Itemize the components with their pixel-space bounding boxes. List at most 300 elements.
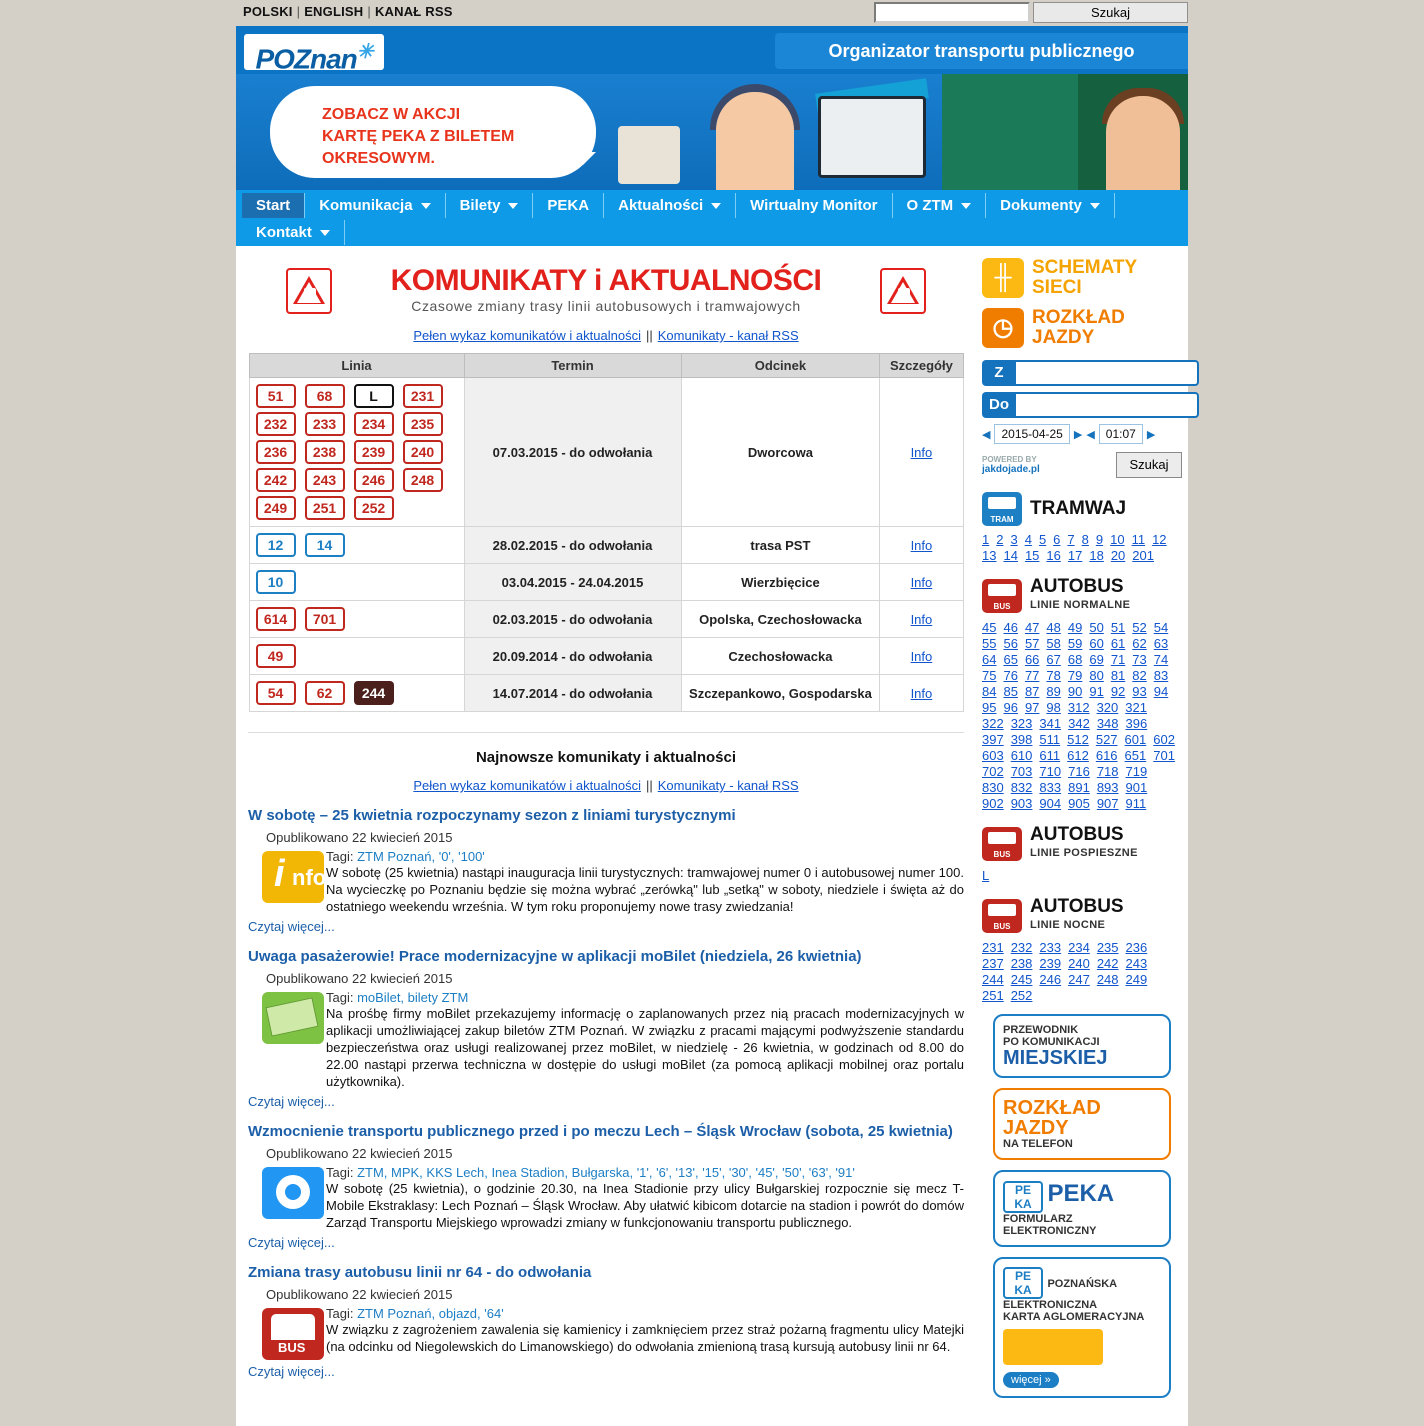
news-tags <box>326 1306 964 1321</box>
nav-item-start[interactable] <box>242 193 305 218</box>
line-badge[interactable]: 238 <box>305 440 345 464</box>
line-badge[interactable]: 14 <box>305 533 345 557</box>
line-number-link[interactable]: 48 <box>1046 620 1061 635</box>
promo4-cta-row <box>1003 1329 1161 1388</box>
line-number-link[interactable]: 2 <box>996 532 1004 547</box>
bus-window <box>988 832 1016 844</box>
date-value[interactable]: 2015-04-25 <box>994 424 1069 444</box>
line-number-link[interactable]: 52 <box>1132 620 1147 635</box>
link-rss-bottom[interactable]: Komunikaty - kanał RSS <box>657 778 799 793</box>
news-read-more[interactable]: Czytaj więcej... <box>248 1094 335 1109</box>
latest-heading: Najnowsze komunikaty i aktualności <box>248 732 964 766</box>
line-number-link[interactable]: 15 <box>1024 548 1040 563</box>
schematy-line2: SIECI <box>1032 277 1082 298</box>
line-badge[interactable]: 235 <box>403 412 443 436</box>
line-number-link[interactable]: 16 <box>1046 548 1061 563</box>
person2-figure <box>1106 96 1180 190</box>
table-row <box>249 638 963 675</box>
line-badge[interactable]: 251 <box>305 496 345 520</box>
search-input[interactable] <box>874 2 1030 23</box>
content-area <box>236 246 1188 1426</box>
news-title[interactable]: Zmiana trasy autobusu linii nr 64 - do odwołania <box>248 1264 592 1281</box>
bus-normal-line-list <box>982 620 1182 812</box>
line-number-link[interactable]: 612 <box>1067 748 1089 763</box>
line-badge[interactable]: 54 <box>256 681 296 705</box>
tram-title: TRAMWAJ <box>1030 498 1127 519</box>
line-number-link[interactable]: 651 <box>1124 748 1147 763</box>
table-row <box>249 601 963 638</box>
promo1-line1: PRZEWODNIK <box>1003 1024 1079 1036</box>
line-number-link[interactable]: 396 <box>1125 716 1148 731</box>
line-number-link[interactable]: 79 <box>1067 668 1083 683</box>
line-badge[interactable]: 242 <box>256 468 296 492</box>
line-number-link[interactable]: 511 <box>1039 732 1061 747</box>
provider-name: jakdojade.pl <box>982 464 1040 475</box>
line-badge[interactable]: 12 <box>256 533 296 557</box>
news-read-more[interactable]: Czytaj więcej... <box>248 1235 335 1250</box>
line-number-link[interactable]: 244 <box>982 972 1004 987</box>
line-number-link[interactable]: 234 <box>1068 940 1090 955</box>
line-badge[interactable]: L <box>354 384 394 408</box>
line-number-link[interactable]: 95 <box>982 700 997 715</box>
line-number-link[interactable]: 602 <box>1153 732 1175 747</box>
line-badge[interactable]: 249 <box>256 496 296 520</box>
line-number-link[interactable]: 74 <box>1153 652 1169 667</box>
line-number-link[interactable]: 238 <box>1010 956 1033 971</box>
to-input[interactable] <box>1016 392 1199 418</box>
line-number-link[interactable]: 68 <box>1067 652 1083 667</box>
line-number-link[interactable]: 610 <box>1010 748 1033 763</box>
time-prev-icon[interactable]: ◀ <box>1086 428 1095 441</box>
promo4-line1: POZNAŃSKA <box>1047 1278 1118 1290</box>
clock-glyph: ◷ <box>992 314 1014 341</box>
sidebar-item-schematy-sieci[interactable] <box>982 258 1182 298</box>
link-full-list-top[interactable]: Pełen wykaz komunikatów i aktualności <box>413 328 641 343</box>
info-link[interactable]: Info <box>910 611 933 627</box>
line-number-link[interactable]: 249 <box>1125 972 1148 987</box>
logo[interactable] <box>244 34 384 75</box>
promo-peka-formularz[interactable] <box>993 1170 1171 1247</box>
planner-submit-row <box>982 452 1182 478</box>
bus-fast-subtitle: LINIE POSPIESZNE <box>1030 847 1138 859</box>
line-number-link[interactable]: 891 <box>1068 780 1090 795</box>
clapperboard-icon <box>818 96 926 178</box>
line-number-link[interactable]: 616 <box>1095 748 1118 763</box>
line-number-link[interactable]: 321 <box>1125 700 1147 715</box>
news-tags-value[interactable]: ZTM, MPK, KKS Lech, Inea Stadion, Bułgarska, '1', '6', '13', '15', '30', '45', '50', '63', '91' <box>357 1165 855 1180</box>
nav-item-wirtualny-monitor[interactable] <box>736 193 892 218</box>
bus-fast-title <box>1030 826 1138 862</box>
line-number-link[interactable]: 49 <box>1067 620 1083 635</box>
info-link[interactable]: Info <box>910 648 933 664</box>
line-number-link[interactable]: 12 <box>1152 532 1167 547</box>
line-number-link[interactable]: 201 <box>1132 548 1154 563</box>
info-link[interactable]: Info <box>910 444 933 460</box>
planner-search-button[interactable]: Szukaj <box>1116 452 1182 478</box>
bus-night-section-header <box>982 898 1182 934</box>
network-glyph: ╫ <box>994 264 1012 291</box>
line-number-link[interactable]: 248 <box>1096 972 1119 987</box>
line-number-link[interactable]: 87 <box>1024 684 1040 699</box>
line-number-link[interactable]: 911 <box>1125 796 1147 811</box>
promo-banner[interactable] <box>236 74 1188 190</box>
news-item <box>248 1123 964 1250</box>
news-title[interactable]: W sobotę – 25 kwietnia rozpoczynamy sezon z liniami turystycznymi <box>248 807 736 824</box>
time-value[interactable]: 01:07 <box>1099 424 1143 444</box>
line-number-link[interactable]: 84 <box>982 684 997 699</box>
line-number-link[interactable]: 46 <box>1003 620 1018 635</box>
clock-icon <box>982 308 1024 348</box>
line-number-link[interactable]: 63 <box>1153 636 1169 651</box>
peka-card-icon: PE KA <box>1003 1267 1043 1299</box>
line-badge[interactable]: 246 <box>354 468 394 492</box>
separator: | <box>296 4 301 19</box>
main-navigation <box>236 190 1188 246</box>
line-number-link[interactable]: 51 <box>1110 620 1126 635</box>
peka-card-artwork <box>1003 1329 1103 1365</box>
line-badges-cell <box>249 527 464 564</box>
line-number-link[interactable]: 3 <box>1010 532 1018 547</box>
to-label: Do <box>982 392 1016 418</box>
line-number-link[interactable]: 97 <box>1024 700 1040 715</box>
line-number-link[interactable]: 245 <box>1010 972 1033 987</box>
line-number-link[interactable]: 251 <box>982 988 1004 1003</box>
line-number-link[interactable]: 231 <box>982 940 1004 955</box>
line-number-link[interactable]: 50 <box>1089 620 1104 635</box>
from-input[interactable] <box>1016 360 1199 386</box>
news-title[interactable]: Uwaga pasażerowie! Prace modernizacyjne w aplikacji moBilet (niedziela, 26 kwietnia) <box>248 948 862 965</box>
line-number-link[interactable]: 716 <box>1068 764 1090 779</box>
news-read-more[interactable]: Czytaj więcej... <box>248 919 335 934</box>
nav-item-dokumenty[interactable] <box>986 193 1115 218</box>
line-number-link[interactable]: 235 <box>1096 940 1119 955</box>
odcinek-cell: trasa PST <box>681 527 880 564</box>
line-number-link[interactable]: 61 <box>1110 636 1126 651</box>
line-number-link[interactable]: 81 <box>1110 668 1126 683</box>
info-link[interactable]: Info <box>910 537 933 553</box>
line-number-link[interactable]: 64 <box>982 652 997 667</box>
line-number-link[interactable]: 20 <box>1110 548 1126 563</box>
line-badge[interactable]: 701 <box>305 607 345 631</box>
line-number-link[interactable]: 85 <box>1003 684 1018 699</box>
line-badge[interactable]: 234 <box>354 412 394 436</box>
line-number-link[interactable]: 603 <box>982 748 1004 763</box>
line-number-link[interactable]: 93 <box>1132 684 1147 699</box>
news-title[interactable]: Wzmocnienie transportu publicznego przed i po meczu Lech – Śląsk Wrocław (sobota, 25 kwietnia) <box>248 1123 953 1140</box>
news-body: Na prośbę firmy moBilet przekazujemy informację o zaplanowanych przez nią pracach modernizacyjnych w aplikacji umożliwiającej zakup biletów ZTM Poznań. W związku z pracami mającymi podwyższenie standardu bezpieczeństwa oraz usługi realizowanej przez moBilet, w niedzielę - 26 kwietnia, w godzinach od 8.00 do 22.00 nastąpi przerwa techniczna w dostępie do usługi moBilet (za pomocą aplikacji mobilnej oraz portalu użytkownika). <box>326 1006 964 1089</box>
line-badge[interactable]: 49 <box>256 644 296 668</box>
nav-item-bilety[interactable] <box>446 193 534 218</box>
line-badge[interactable]: 232 <box>256 412 296 436</box>
from-label: Z <box>982 360 1016 386</box>
line-number-link[interactable]: 11 <box>1131 532 1146 547</box>
info-link[interactable]: Info <box>910 685 933 701</box>
table-row <box>249 675 963 712</box>
line-badge[interactable]: 236 <box>256 440 296 464</box>
line-number-link[interactable]: 98 <box>1046 700 1061 715</box>
schematy-label <box>1032 258 1137 298</box>
tram-line-list <box>982 532 1182 564</box>
tram-section-header <box>982 492 1182 526</box>
separator: || <box>645 328 653 343</box>
ticket-icon <box>262 992 324 1044</box>
separator: || <box>645 778 653 793</box>
line-number-link[interactable]: 252 <box>1010 988 1033 1003</box>
line-number-link[interactable]: 246 <box>1039 972 1062 987</box>
logo-text: POZnan <box>255 43 357 75</box>
line-number-link[interactable]: 9 <box>1095 532 1104 547</box>
line-number-link[interactable]: 907 <box>1096 796 1119 811</box>
line-number-link[interactable]: 10 <box>1110 532 1125 547</box>
top-bar <box>0 0 1424 26</box>
line-badge[interactable]: 62 <box>305 681 345 705</box>
link-rss-top[interactable]: Komunikaty - kanał RSS <box>657 328 799 343</box>
line-number-link[interactable]: 902 <box>982 796 1004 811</box>
line-number-link[interactable]: 718 <box>1096 764 1119 779</box>
line-number-link[interactable]: 237 <box>982 956 1004 971</box>
rozklad-line1: ROZKŁAD <box>1032 307 1125 328</box>
line-number-link[interactable]: 701 <box>1153 748 1175 763</box>
nav-item-o-ztm[interactable] <box>893 193 987 218</box>
nav-item-aktualnosci[interactable] <box>604 193 736 218</box>
roadworks-icon <box>286 268 332 314</box>
line-badge[interactable]: 240 <box>403 440 443 464</box>
line-number-link[interactable]: 47 <box>1024 620 1040 635</box>
roadworks-icon-right <box>880 268 926 314</box>
line-number-link[interactable]: 7 <box>1067 532 1075 547</box>
line-number-link[interactable]: 527 <box>1095 732 1118 747</box>
latest-links <box>248 778 964 793</box>
promo3-line3: ELEKTRONICZNY <box>1003 1224 1097 1237</box>
line-number-link[interactable]: 905 <box>1068 796 1090 811</box>
line-number-link[interactable]: 901 <box>1125 780 1148 795</box>
line-number-link[interactable]: 78 <box>1046 668 1061 683</box>
tram-icon <box>982 492 1022 526</box>
nav-label: Dokumenty <box>1000 197 1082 214</box>
news-list <box>248 807 964 1379</box>
line-number-link[interactable]: 45 <box>982 620 997 635</box>
line-number-link[interactable]: 398 <box>1010 732 1033 747</box>
line-number-link[interactable]: 893 <box>1096 780 1119 795</box>
line-number-link[interactable]: 96 <box>1003 700 1018 715</box>
line-number-link[interactable]: 833 <box>1039 780 1062 795</box>
line-number-link[interactable]: 719 <box>1125 764 1148 779</box>
schematy-line1: SCHEMATY <box>1032 257 1138 278</box>
page-subtitle: Czasowe zmiany trasy linii autobusowych i tramwajowych <box>411 298 801 314</box>
line-number-link[interactable]: 14 <box>1003 548 1018 563</box>
line-number-link[interactable]: 91 <box>1089 684 1104 699</box>
line-badge[interactable]: 233 <box>305 412 345 436</box>
th-odcinek: Odcinek <box>681 354 880 378</box>
banner-line-3: OKRESOWYM. <box>322 150 435 167</box>
line-number-link[interactable]: 243 <box>1125 956 1148 971</box>
line-number-link[interactable]: 5 <box>1038 532 1047 547</box>
nav-row-2 <box>242 220 345 245</box>
line-badge[interactable]: 614 <box>256 607 296 631</box>
time-next-icon[interactable]: ▶ <box>1146 428 1156 441</box>
banner-speech-bubble <box>270 86 596 178</box>
line-number-link[interactable]: 55 <box>982 636 997 651</box>
line-number-link[interactable]: 60 <box>1089 636 1104 651</box>
szczegoly-cell <box>880 527 963 564</box>
line-number-link[interactable]: 512 <box>1067 732 1089 747</box>
logo-star: ✳ <box>356 41 373 63</box>
bus-night-title <box>1030 898 1124 934</box>
nav-item-komunikacja[interactable] <box>305 193 445 218</box>
line-badge[interactable]: 239 <box>354 440 394 464</box>
promo-peka-karta[interactable] <box>993 1257 1171 1398</box>
table-row <box>249 378 963 527</box>
line-number-link[interactable]: 702 <box>982 764 1004 779</box>
line-number-link[interactable]: 239 <box>1039 956 1062 971</box>
powered-by-label: POWERED BY <box>982 455 1037 464</box>
line-number-link[interactable]: 58 <box>1046 636 1061 651</box>
line-number-link[interactable]: 232 <box>1010 940 1033 955</box>
line-number-link[interactable]: 236 <box>1125 940 1148 955</box>
szczegoly-cell <box>880 601 963 638</box>
line-number-link[interactable]: 312 <box>1067 700 1090 715</box>
line-badge[interactable]: 51 <box>256 384 296 408</box>
line-badge[interactable]: 68 <box>305 384 345 408</box>
news-tags-value[interactable]: moBilet, bilety ZTM <box>357 990 469 1005</box>
news-item <box>248 948 964 1109</box>
line-number-link[interactable]: 611 <box>1039 748 1061 763</box>
szczegoly-cell <box>880 564 963 601</box>
line-number-link[interactable]: 62 <box>1132 636 1147 651</box>
line-number-link[interactable]: 56 <box>1003 636 1018 651</box>
line-number-link[interactable]: 1 <box>982 532 990 547</box>
nav-item-kontakt[interactable] <box>242 220 345 245</box>
line-number-link[interactable]: 66 <box>1024 652 1040 667</box>
line-number-link[interactable]: 242 <box>1096 956 1119 971</box>
line-number-link[interactable]: 13 <box>982 548 997 563</box>
line-number-link[interactable]: 247 <box>1068 972 1090 987</box>
line-number-link[interactable]: 903 <box>1010 796 1033 811</box>
banner-shape-green <box>942 74 1078 190</box>
line-badge[interactable]: 248 <box>403 468 443 492</box>
nav-label: Aktualności <box>618 197 704 214</box>
line-number-link[interactable]: 69 <box>1089 652 1104 667</box>
bus-icon-label: BUS <box>993 602 1011 611</box>
news-tags-label: Tagi: <box>326 990 358 1005</box>
promo2-line1: ROZKŁAD <box>1003 1097 1101 1119</box>
worker-glyph <box>898 288 910 302</box>
line-number-link[interactable]: L <box>982 868 990 883</box>
line-number-link[interactable]: 18 <box>1089 548 1104 563</box>
line-number-link[interactable]: 4 <box>1024 532 1032 547</box>
line-number-link[interactable]: 348 <box>1096 716 1119 731</box>
news-read-more[interactable]: Czytaj więcej... <box>248 1364 335 1379</box>
line-number-link[interactable]: 89 <box>1046 684 1061 699</box>
line-number-link[interactable]: 341 <box>1039 716 1062 731</box>
szczegoly-cell <box>880 675 963 712</box>
line-badge[interactable]: 243 <box>305 468 345 492</box>
line-number-link[interactable]: 322 <box>982 716 1004 731</box>
date-prev-icon[interactable]: ◀ <box>982 428 991 441</box>
th-linia: Linia <box>249 354 464 378</box>
line-badge[interactable]: 231 <box>403 384 443 408</box>
sidebar-item-rozklad-jazdy[interactable] <box>982 308 1182 348</box>
line-number-link[interactable]: 832 <box>1010 780 1033 795</box>
link-rss[interactable]: KANAŁ RSS <box>374 4 453 19</box>
nav-label: Bilety <box>459 197 501 214</box>
line-number-link[interactable]: 397 <box>982 732 1004 747</box>
promo-przewodnik[interactable] <box>993 1014 1171 1078</box>
line-number-link[interactable]: 323 <box>1010 716 1033 731</box>
line-number-link[interactable]: 67 <box>1046 652 1061 667</box>
line-number-link[interactable]: 90 <box>1067 684 1083 699</box>
nav-item-peka[interactable] <box>533 193 604 218</box>
line-number-link[interactable]: 73 <box>1132 652 1147 667</box>
disruptions-table <box>249 353 964 712</box>
line-number-link[interactable]: 75 <box>982 668 997 683</box>
line-number-link[interactable]: 17 <box>1067 548 1083 563</box>
line-number-link[interactable]: 92 <box>1110 684 1126 699</box>
line-number-link[interactable]: 65 <box>1003 652 1018 667</box>
odcinek-cell: Czechosłowacka <box>681 638 880 675</box>
news-published: Opublikowano 22 kwiecień 2015 <box>266 1146 453 1161</box>
line-number-link[interactable]: 342 <box>1068 716 1090 731</box>
date-next-icon[interactable]: ▶ <box>1073 428 1083 441</box>
promo4-cta[interactable]: więcej » <box>1003 1372 1059 1388</box>
bus-night-subtitle: LINIE NOCNE <box>1030 919 1106 931</box>
bus-window <box>988 904 1016 916</box>
line-number-link[interactable]: 59 <box>1067 636 1083 651</box>
line-number-link[interactable]: 703 <box>1010 764 1033 779</box>
person-figure <box>716 92 794 190</box>
promo-rozklad-na-telefon[interactable] <box>993 1088 1171 1160</box>
line-number-link[interactable]: 54 <box>1153 620 1169 635</box>
line-number-link[interactable]: 77 <box>1024 668 1040 683</box>
line-number-link[interactable]: 233 <box>1039 940 1062 955</box>
line-number-link[interactable]: 57 <box>1024 636 1040 651</box>
line-number-link[interactable]: 71 <box>1110 652 1126 667</box>
line-number-link[interactable]: 94 <box>1153 684 1169 699</box>
line-badge[interactable]: 244 <box>354 681 394 705</box>
page-title: KOMUNIKATY i AKTUALNOŚCI <box>390 264 822 297</box>
line-number-link[interactable]: 240 <box>1068 956 1090 971</box>
line-number-link[interactable]: 76 <box>1003 668 1018 683</box>
link-english[interactable]: ENGLISH <box>304 4 364 19</box>
odcinek-cell: Opolska, Czechosłowacka <box>681 601 880 638</box>
news-tags-value[interactable]: ZTM Poznań, objazd, '64' <box>357 1306 504 1321</box>
bus-normal-subtitle: LINIE NORMALNE <box>1030 599 1131 611</box>
line-number-link[interactable]: 710 <box>1039 764 1062 779</box>
line-number-link[interactable]: 6 <box>1053 532 1061 547</box>
info-icon-text: nfo <box>292 865 327 890</box>
bus-normal-title-text: AUTOBUS <box>1030 576 1124 597</box>
line-badge[interactable]: 252 <box>354 496 394 520</box>
link-polski[interactable]: POLSKI <box>243 4 293 19</box>
news-tags-value[interactable]: ZTM Poznań, '0', '100' <box>357 849 485 864</box>
line-number-link[interactable]: 82 <box>1132 668 1147 683</box>
search-button[interactable]: Szukaj <box>1033 2 1188 23</box>
bus-night-line-list <box>982 940 1182 1004</box>
line-number-link[interactable]: 83 <box>1153 668 1169 683</box>
line-number-link[interactable]: 830 <box>982 780 1004 795</box>
link-full-list-bottom[interactable]: Pełen wykaz komunikatów i aktualności <box>413 778 641 793</box>
line-badge[interactable]: 10 <box>256 570 296 594</box>
termin-cell: 03.04.2015 - 24.04.2015 <box>464 564 681 601</box>
line-number-link[interactable]: 904 <box>1039 796 1062 811</box>
line-number-link[interactable]: 320 <box>1096 700 1119 715</box>
line-number-link[interactable]: 8 <box>1081 532 1089 547</box>
info-link[interactable]: Info <box>910 574 933 590</box>
bus-icon-label: BUS <box>993 922 1011 931</box>
line-number-link[interactable]: 601 <box>1124 732 1147 747</box>
line-number-link[interactable]: 80 <box>1089 668 1104 683</box>
tram-window <box>988 497 1016 509</box>
